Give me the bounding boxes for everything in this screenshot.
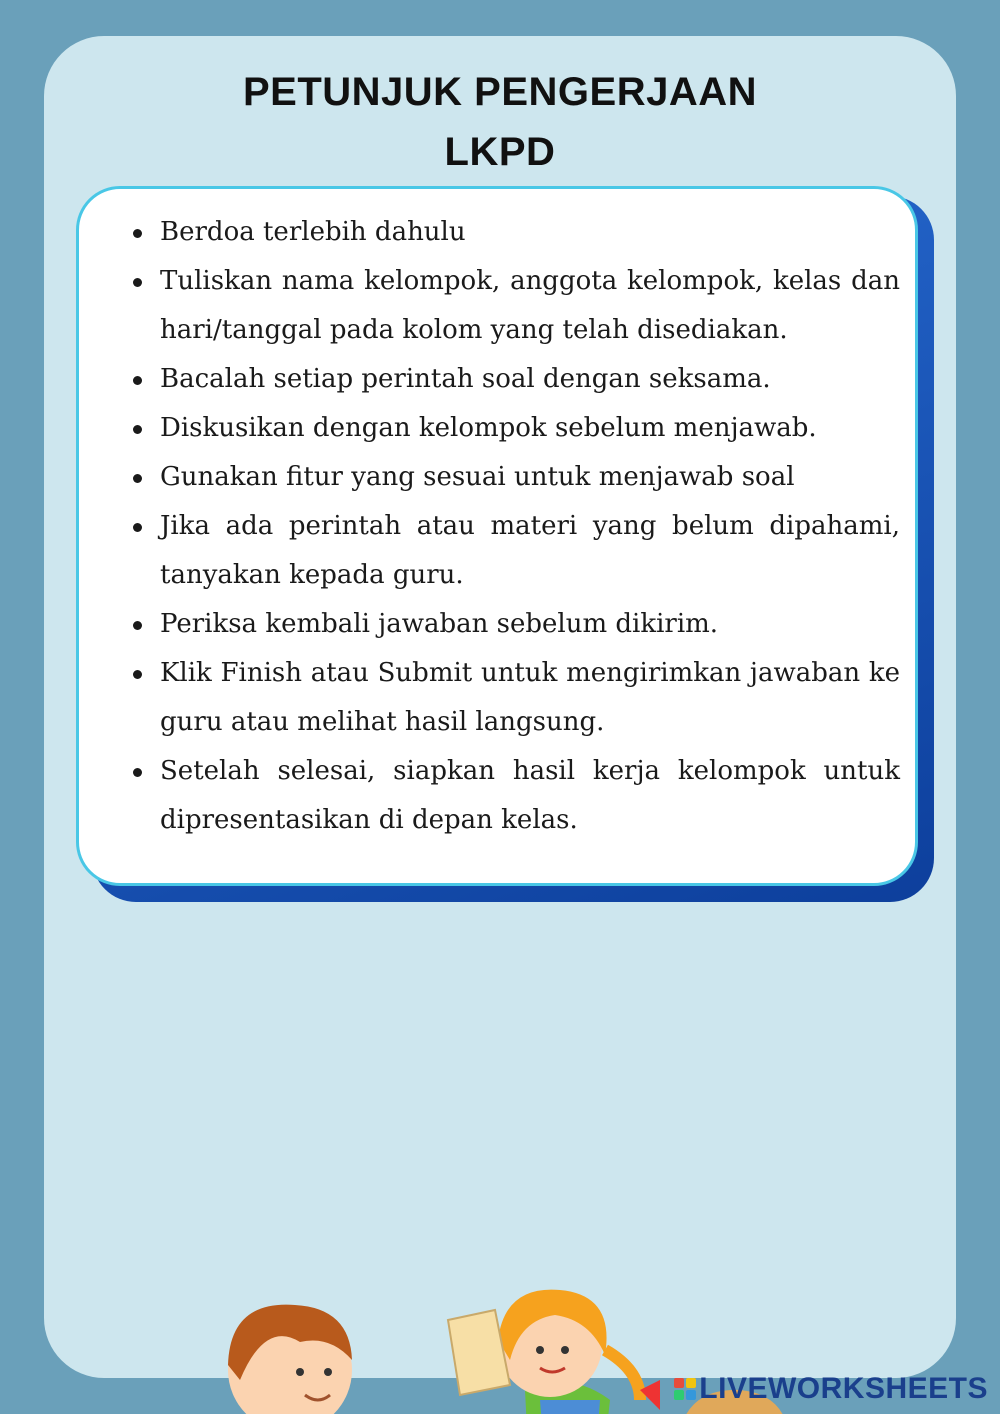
list-item: Tuliskan nama kelompok, anggota kelompok, kelas dan hari/tanggal pada kolom yang telah disediakan. bbox=[160, 257, 900, 355]
list-item: Bacalah setiap perintah soal dengan seksama. bbox=[160, 355, 900, 404]
page-title: PETUNJUK PENGERJAAN bbox=[242, 70, 758, 114]
list-item: Diskusikan dengan kelompok sebelum menjawab. bbox=[160, 404, 900, 453]
liveworksheets-logo-icon bbox=[674, 1378, 696, 1400]
list-item: Jika ada perintah atau materi yang belum dipahami, tanyakan kepada guru. bbox=[160, 502, 900, 600]
children-studying-illustration bbox=[0, 990, 1000, 1414]
instructions-list bbox=[160, 208, 900, 845]
child-orange-hair bbox=[448, 1290, 660, 1414]
liveworksheets-logo bbox=[674, 1372, 988, 1406]
list-item: Setelah selesai, siapkan hasil kerja kelompok untuk dipresentasikan di depan kelas. bbox=[160, 747, 900, 845]
list-item: Berdoa terlebih dahulu bbox=[160, 208, 900, 257]
list-item: Gunakan fitur yang sesuai untuk menjawab soal bbox=[160, 453, 900, 502]
list-item: Periksa kembali jawaban sebelum dikirim. bbox=[160, 600, 900, 649]
child-yellow-shirt bbox=[228, 1305, 352, 1414]
page-subtitle: LKPD bbox=[444, 130, 556, 174]
list-item: Klik Finish atau Submit untuk mengirimkan jawaban ke guru atau melihat hasil langsung. bbox=[160, 649, 900, 747]
watermark-text: LIVEWORKSHEETS bbox=[699, 1372, 988, 1405]
